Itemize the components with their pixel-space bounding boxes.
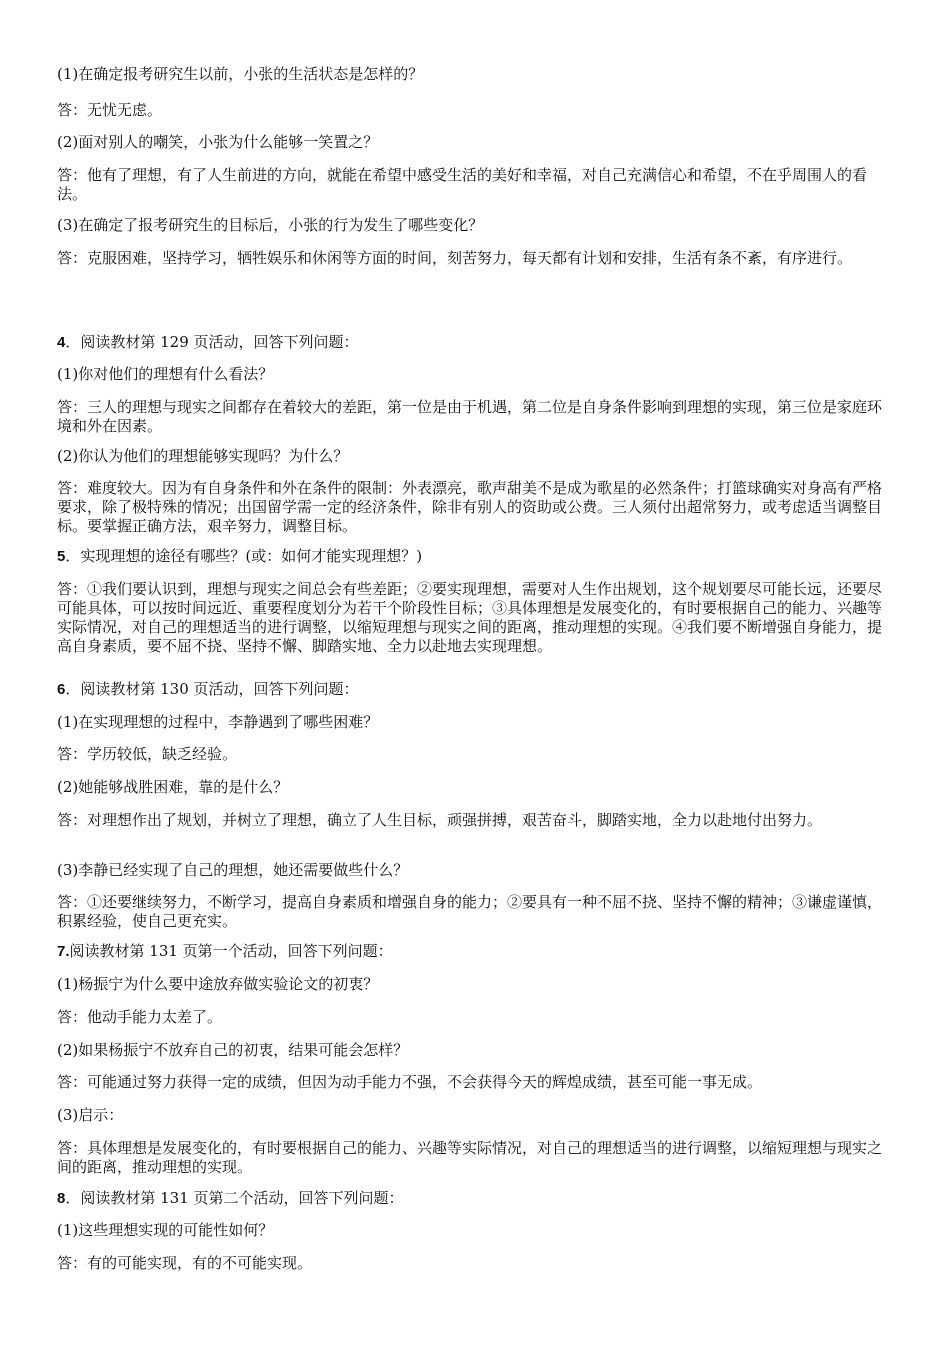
section-4-heading: 4．阅读教材第 129 页活动，回答下列问题：	[57, 333, 359, 351]
answer-1: 答：无忧无虑。	[57, 101, 163, 119]
answer-6-2: 答：对理想作出了规划，并树立了理想，确立了人生目标，顽强拼搏，艰苦奋斗，脚踏实地，全力以赴地付出努力。	[57, 811, 823, 829]
answer-7-1: 答：他动手能力太差了。	[57, 1008, 223, 1026]
question-6-3: (3)李静已经实现了自己的理想，她还需要做些什么？	[57, 861, 409, 879]
question-4-1: (1)你对他们的理想有什么看法？	[57, 365, 274, 383]
section-8-heading: 8．阅读教材第 131 页第二个活动，回答下列问题：	[57, 1189, 404, 1207]
answer-7-3: 答：具体理想是发展变化的，有时要根据自己的能力、兴趣等实际情况，对自己的理想适当的进行调整，以缩短理想与现实之间的距离，推动理想的实现。	[57, 1139, 883, 1176]
question-7-2: (2)如果杨振宁不放弃自己的初衷，结果可能会怎样？	[57, 1041, 409, 1059]
question-7-1: (1)杨振宁为什么要中途放弃做实验论文的初衷？	[57, 975, 379, 993]
answer-7-2: 答：可能通过努力获得一定的成绩，但因为动手能力不强，不会获得今天的辉煌成绩，甚至可能一事无成。	[57, 1073, 763, 1091]
question-8-1: (1)这些理想实现的可能性如何？	[57, 1221, 274, 1239]
question-6-1: (1)在实现理想的过程中，李静遇到了哪些困难？	[57, 713, 379, 731]
question-7-3: (3)启示：	[57, 1106, 124, 1124]
answer-5: 答：①我们要认识到，理想与现实之间总会有些差距；②要实现理想，需要对人生作出规划，这个规划要尽可能长远，还要尽可能具体，可以按时间远近、重要程度划分为若干个阶段性目标；③具体理想是发展变化的，有时要根据自己的能力、兴趣等实际情况，对自己的理想适当的进行调整，以缩短理想与现实之间的距离，推动理想的实现。④我们要不断增强自身能力，提高自身素质，要不屈不挠、坚持不懈、脚踏实地、全力以赴地去实现理想。	[57, 580, 883, 655]
question-6-2: (2)她能够战胜困难，靠的是什么？	[57, 778, 289, 796]
section-7-heading: 7.阅读教材第 131 页第一个活动，回答下列问题：	[57, 942, 393, 960]
section-6-heading: 6．阅读教材第 130 页活动，回答下列问题：	[57, 680, 359, 698]
answer-4-1: 答：三人的理想与现实之间都存在着较大的差距，第一位是由于机遇，第二位是自身条件影响到理想的实现，第三位是家庭环境和外在因素。	[57, 398, 883, 435]
section-5-heading: 5．实现理想的途径有哪些？(或：如何才能实现理想？)	[57, 547, 423, 565]
answer-6-1: 答：学历较低，缺乏经验。	[57, 745, 238, 763]
question-1: (1)在确定报考研究生以前，小张的生活状态是怎样的？	[57, 65, 424, 83]
answer-8-1: 答：有的可能实现，有的不可能实现。	[57, 1254, 313, 1272]
question-3: (3)在确定了报考研究生的目标后，小张的行为发生了哪些变化？	[57, 216, 484, 234]
answer-2: 答：他有了理想，有了人生前进的方向，就能在希望中感受生活的美好和幸福，对自己充满信心和希望，不在乎周围人的看法。	[57, 166, 868, 203]
answer-3: 答：克服困难，坚持学习，牺牲娱乐和休闲等方面的时间，刻苦努力，每天都有计划和安排，生活有条不紊，有序进行。	[57, 249, 853, 267]
question-4-2: (2)你认为他们的理想能够实现吗？为什么？	[57, 447, 349, 465]
question-2: (2)面对别人的嘲笑，小张为什么能够一笑置之？	[57, 133, 379, 151]
answer-4-2: 答：难度较大。因为有自身条件和外在条件的限制：外表漂亮，歌声甜美不是成为歌星的必然条件；打篮球确实对身高有严格要求，除了极特殊的情况；出国留学需一定的经济条件，除非有别人的资助或公费。三人须付出超常努力，或考虑适当调整目标。要掌握正确方法，艰辛努力，调整目标。	[57, 479, 883, 535]
answer-6-3: 答：①还要继续努力，不断学习，提高自身素质和增强自身的能力；②要具有一种不屈不挠、坚持不懈的精神；③谦虚谨慎，积累经验，使自己更充实。	[57, 893, 883, 930]
